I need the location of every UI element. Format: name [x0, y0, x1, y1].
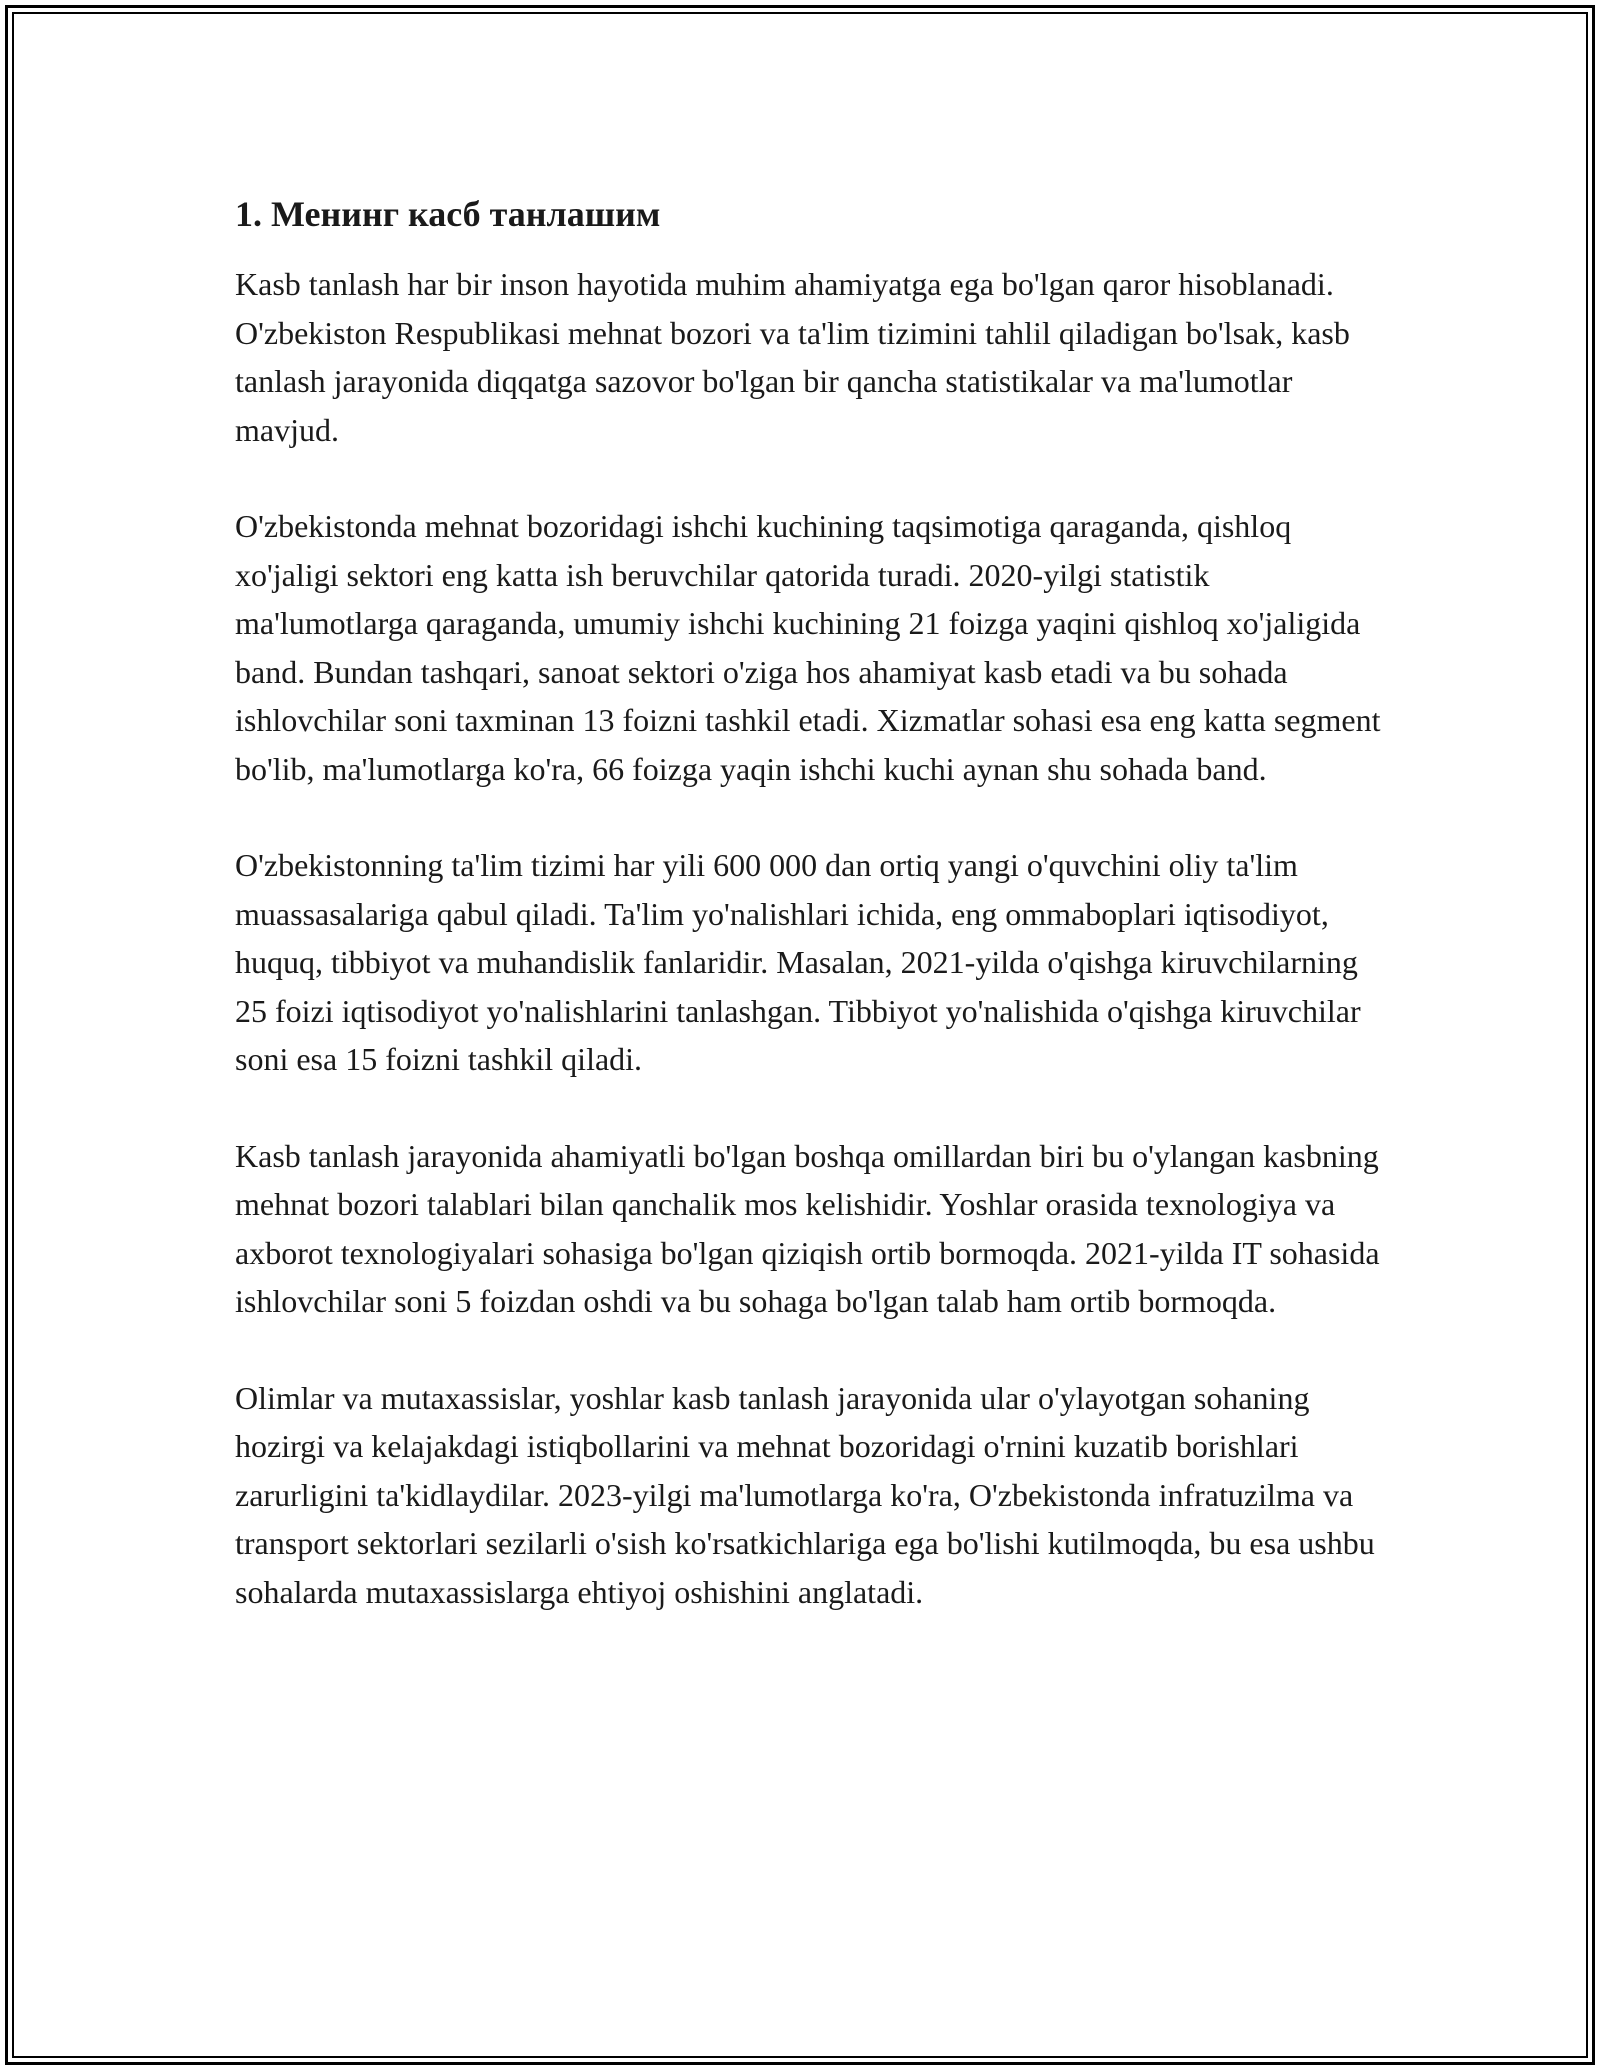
paragraph-4: Kasb tanlash jarayonida ahamiyatli bo'lgan boshqa omillardan biri bu o'ylangan kasbning mehnat bozori talablari bilan qanchalik mos kelishidir. Yoshlar orasida texnologiya va axborot texnologiyalari sohasiga bo'lgan qiziqish ortib bormoqda. 2021-yilda IT sohasida ishlovchilar soni 5 foizdan oshdi va bu sohaga bo'lgan talab ham ortib bormoqda.: [235, 1137, 1380, 1319]
section-heading: 1. Менинг касб танлашим: [235, 194, 661, 234]
paragraph-5: Olimlar va mutaxassislar, yoshlar kasb tanlash jarayonida ular o'ylayotgan sohaning hozirgi va kelajakdagi istiqbollarini va mehnat bozoridagi o'rnini kuzatib borishlari zarurligini ta'kidlaydilar. 2023-yilgi ma'lumotlarga ko'ra, O'zbekistonda infratuzilma va transport sektorlari sezilarli o'sish ko'rsatkichlariga ega bo'lishi kutilmoqda, bu esa ushbu sohalarda mutaxassislarga ehtiyoj oshishini anglatadi.: [235, 1379, 1375, 1610]
paragraph-1: Kasb tanlash har bir inson hayotida muhim ahamiyatga ega bo'lgan qaror hisoblanadi. O'zbekiston Respublikasi mehnat bozori va ta'lim tizimini tahlil qiladigan bo'lsak, kasb tanlash jarayonida diqqatga sazovor bo'lgan bir qancha statistikalar va ma'lumotlar mavjud.: [235, 266, 1350, 448]
paragraph-2: O'zbekistonda mehnat bozoridagi ishchi kuchining taqsimotiga qaraganda, qishloq xo'jaligi sektori eng katta ish beruvchilar qatorida turadi. 2020-yilgi statistik ma'lumotlarga qaraganda, umumiy ishchi kuchining 21 foizga yaqini qishloq xo'jaligida band. Bundan tashqari, sanoat sektori o'ziga hos ahamiyat kasb etadi va bu sohada ishlovchilar soni taxminan 13 foizni tashkil etadi. Xizmatlar sohasi esa eng katta segment bo'lib, ma'lumotlarga ko'ra, 66 foizga yaqin ishchi kuchi aynan shu sohada band.: [235, 508, 1381, 787]
document-body: [235, 190, 1385, 1664]
paragraph-3: O'zbekistonning ta'lim tizimi har yili 600 000 dan ortiq yangi o'quvchini oliy ta'lim muassasalariga qabul qiladi. Ta'lim yo'nalishlari ichida, eng ommaboplari iqtisodiyot, huquq, tibbiyot va muhandislik fanlaridir. Masalan, 2021-yilda o'qishga kiruvchilarning 25 foizi iqtisodiyot yo'nalishlarini tanlashgan. Tibbiyot yo'nalishida o'qishga kiruvchilar soni esa 15 foizni tashkil qiladi.: [235, 847, 1361, 1077]
